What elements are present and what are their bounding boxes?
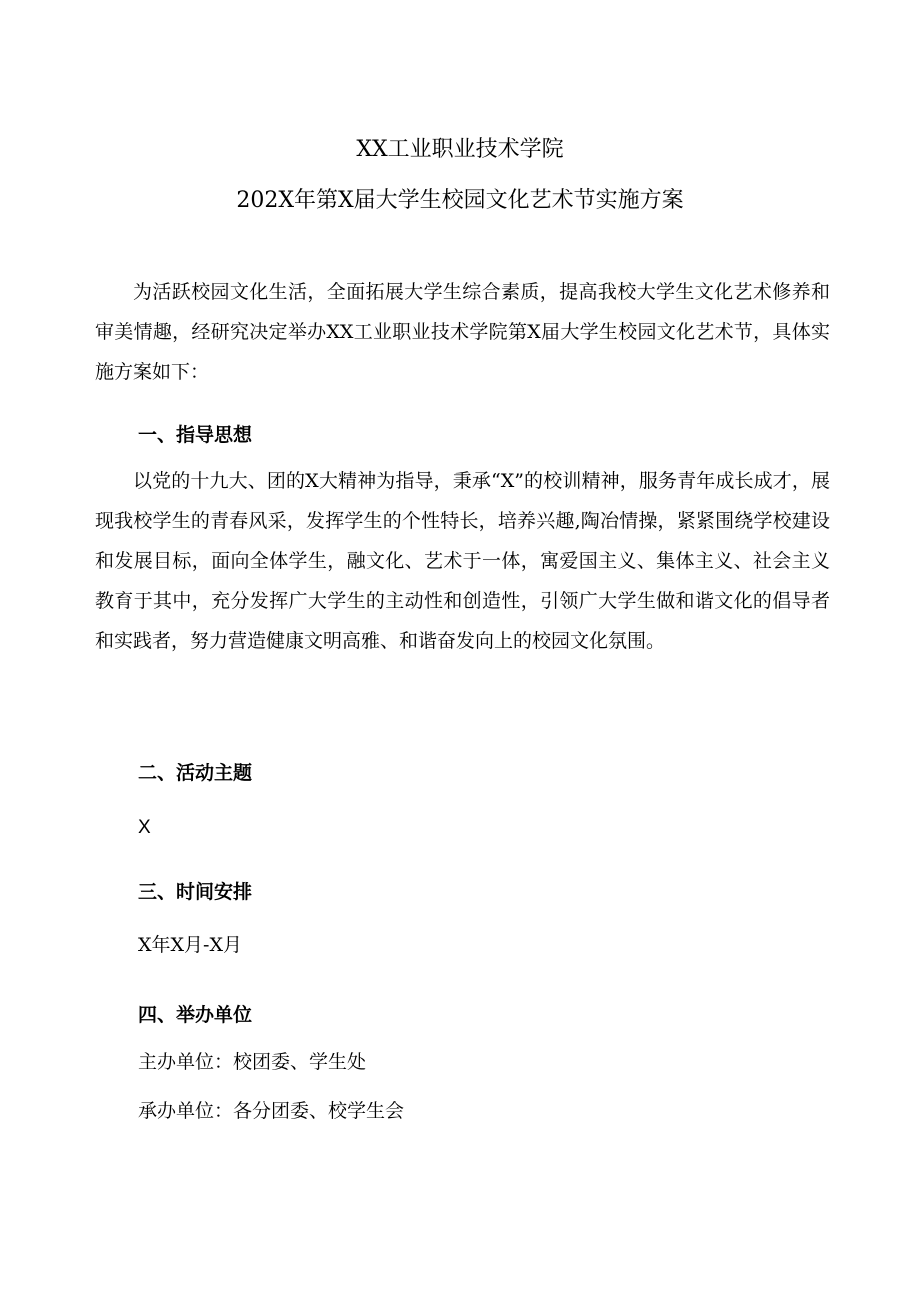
section-heading-theme: 二、活动主题 <box>138 762 253 784</box>
schedule-value: X年X月-X月 <box>138 934 242 956</box>
section-heading-guiding-thought: 一、指导思想 <box>138 424 253 446</box>
organizer-unit-line: 承办单位：各分团委、校学生会 <box>138 1100 405 1122</box>
guiding-thought-paragraph: 以党的十九大、团的X大精神为指导，秉承“X”的校训精神，服务青年成长成才，展现我校学生的青春风采，发挥学生的个性特长，培养兴趣,陶冶情操，紧紧围绕学校建设和发展目标，面向全体学生，融文化、艺术于一体，寓爱国主义、集体主义、社会主义教育于其中，充分发挥广大学生的主动性和创造性，引领广大学生做和谐文化的倡导者和实践者，努力营造健康文明高雅、和谐奋发向上的校园文化氛围。 <box>95 470 830 652</box>
section-heading-schedule: 三、时间安排 <box>138 881 253 903</box>
host-unit-line: 主办单位：校团委、学生处 <box>138 1051 367 1073</box>
theme-value: X <box>138 817 151 838</box>
document-title-plan: 202X年第X届大学生校园文化艺术节实施方案 <box>236 188 684 213</box>
section-heading-organizers: 四、举办单位 <box>138 1004 253 1026</box>
intro-paragraph: 为活跃校园文化生活，全面拓展大学生综合素质，提高我校大学生文化艺术修养和审美情趣，经研究决定举办XX工业职业技术学院第X届大学生校园文化艺术节，具体实施方案如下： <box>95 281 830 383</box>
document-title-school: XX工业职业技术学院 <box>356 137 564 162</box>
